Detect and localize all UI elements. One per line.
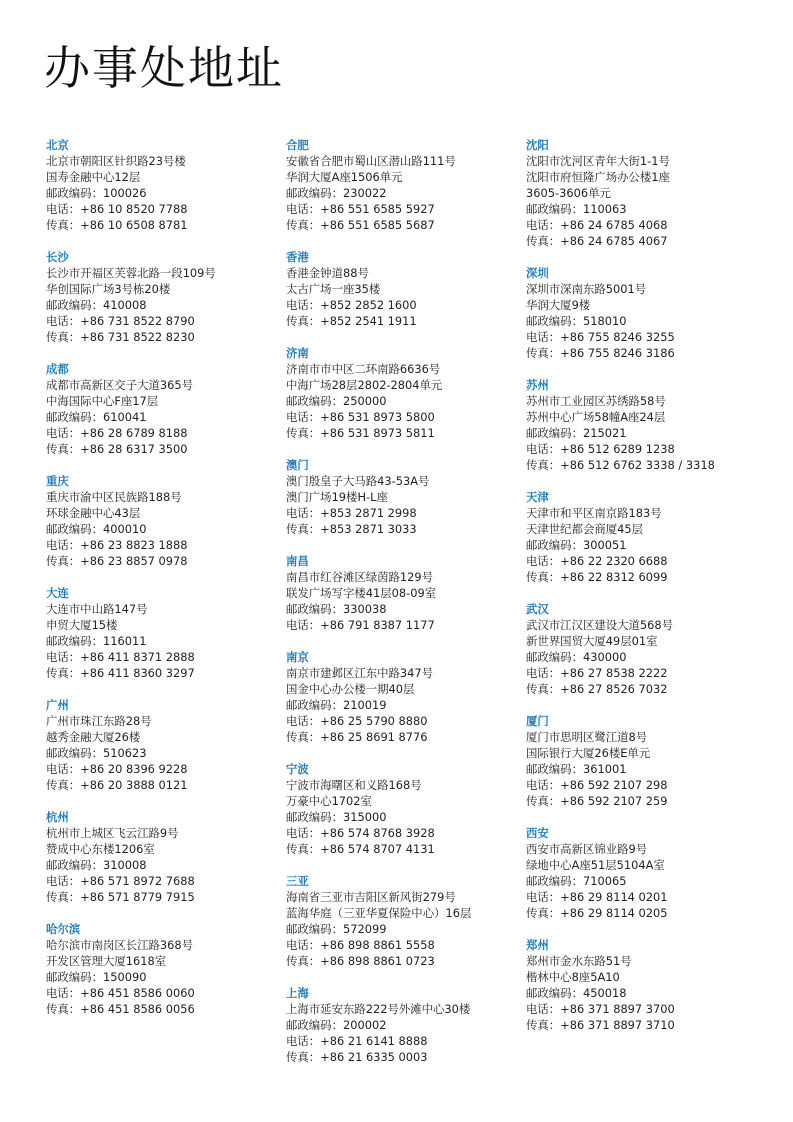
office-block bbox=[526, 825, 761, 921]
office-address-line: 邮政编码：110063 bbox=[526, 202, 627, 216]
office-address-line: 传真：+86 592 2107 259 bbox=[526, 794, 668, 808]
office-address-line: 邮政编码：215021 bbox=[526, 426, 627, 440]
office-block bbox=[46, 921, 281, 1017]
office-address-line: 3605-3606单元 bbox=[526, 186, 611, 200]
office-block bbox=[526, 713, 761, 809]
office-address-line: 电话：+86 10 8520 7788 bbox=[46, 202, 188, 216]
office-address-line: 华润大厦A座1506单元 bbox=[286, 170, 403, 184]
office-city: 苏州 bbox=[526, 378, 549, 392]
office-address-line: 传真：+86 551 6585 5687 bbox=[286, 218, 435, 232]
page-title: 办事处地址 bbox=[44, 41, 284, 95]
office-address-line: 电话：+86 755 8246 3255 bbox=[526, 330, 675, 344]
office-address-line: 传真：+852 2541 1911 bbox=[286, 314, 417, 328]
office-address-line: 电话：+86 574 8768 3928 bbox=[286, 826, 435, 840]
office-address-line: 传真：+86 574 8707 4131 bbox=[286, 842, 435, 856]
office-address-line: 电话：+86 23 8823 1888 bbox=[46, 538, 188, 552]
office-address-line: 邮政编码：310008 bbox=[46, 858, 147, 872]
office-address-line: 蓝海华庭（三亚华夏保险中心）16层 bbox=[286, 906, 472, 920]
office-address-line: 电话：+86 27 8538 2222 bbox=[526, 666, 668, 680]
office-city: 三亚 bbox=[286, 874, 309, 888]
office-address-line: 郑州市金水东路51号 bbox=[526, 954, 632, 968]
office-address-line: 传真：+853 2871 3033 bbox=[286, 522, 417, 536]
office-block bbox=[46, 585, 281, 681]
office-city: 香港 bbox=[286, 250, 309, 264]
office-block bbox=[286, 761, 521, 857]
office-address-line: 电话：+86 25 5790 8880 bbox=[286, 714, 428, 728]
office-address-line: 电话：+86 28 6789 8188 bbox=[46, 426, 188, 440]
office-block bbox=[526, 489, 761, 585]
office-address-line: 苏州中心广场58幢A座24层 bbox=[526, 410, 666, 424]
office-address-line: 澳门广场19楼H-L座 bbox=[286, 490, 388, 504]
office-address-line: 传真：+86 20 3888 0121 bbox=[46, 778, 188, 792]
office-address-line: 电话：+86 29 8114 0201 bbox=[526, 890, 668, 904]
office-address-line: 新世界国贸大厦49层01室 bbox=[526, 634, 658, 648]
office-city: 广州 bbox=[46, 698, 69, 712]
office-block bbox=[286, 985, 521, 1065]
office-block bbox=[286, 873, 521, 969]
office-address-line: 电话：+853 2871 2998 bbox=[286, 506, 417, 520]
office-address-line: 厦门市思明区鹭江道8号 bbox=[526, 730, 648, 744]
office-address-line: 电话：+86 592 2107 298 bbox=[526, 778, 668, 792]
office-address-line: 长沙市开福区芙蓉北路一段109号 bbox=[46, 266, 216, 280]
office-address-line: 济南市市中区二环南路6636号 bbox=[286, 362, 441, 376]
office-address-line: 重庆市渝中区民族路188号 bbox=[46, 490, 182, 504]
office-address-line: 电话：+86 451 8586 0060 bbox=[46, 986, 195, 1000]
office-city: 成都 bbox=[46, 362, 69, 376]
office-city: 上海 bbox=[286, 986, 309, 1000]
office-address-line: 电话：+86 531 8973 5800 bbox=[286, 410, 435, 424]
office-address-line: 国寿金融中心12层 bbox=[46, 170, 141, 184]
office-address-line: 传真：+86 21 6335 0003 bbox=[286, 1050, 428, 1064]
office-block bbox=[286, 649, 521, 745]
office-address-line: 华创国际广场3号栋20楼 bbox=[46, 282, 171, 296]
office-city: 济南 bbox=[286, 346, 309, 360]
office-address-line: 邮政编码：300051 bbox=[526, 538, 627, 552]
office-address-line: 邮政编码：430000 bbox=[526, 650, 627, 664]
office-address-line: 邮政编码：450018 bbox=[526, 986, 627, 1000]
office-city: 合肥 bbox=[286, 138, 309, 152]
office-address-line: 武汉市江汉区建设大道568号 bbox=[526, 618, 674, 632]
office-address-line: 传真：+86 27 8526 7032 bbox=[526, 682, 668, 696]
office-block bbox=[286, 457, 521, 537]
office-address-line: 哈尔滨市南岗区长江路368号 bbox=[46, 938, 194, 952]
office-city: 大连 bbox=[46, 586, 69, 600]
office-address-line: 邮政编码：361001 bbox=[526, 762, 627, 776]
office-block bbox=[286, 137, 521, 233]
office-address-line: 申贸大厦15楼 bbox=[46, 618, 118, 632]
office-address-line: 安徽省合肥市蜀山区潜山路111号 bbox=[286, 154, 456, 168]
office-block bbox=[286, 249, 521, 329]
office-address-line: 邮政编码：518010 bbox=[526, 314, 627, 328]
office-city: 厦门 bbox=[526, 714, 549, 728]
office-address-line: 邮政编码：250000 bbox=[286, 394, 387, 408]
office-address-line: 邮政编码：200002 bbox=[286, 1018, 387, 1032]
office-address-line: 电话：+86 731 8522 8790 bbox=[46, 314, 195, 328]
office-address-line: 邮政编码：400010 bbox=[46, 522, 147, 536]
office-address-line: 万豪中心1702室 bbox=[286, 794, 372, 808]
office-address-line: 电话：+86 21 6141 8888 bbox=[286, 1034, 428, 1048]
office-city: 郑州 bbox=[526, 938, 549, 952]
office-address-line: 传真：+86 24 6785 4067 bbox=[526, 234, 668, 248]
office-address-line: 邮政编码：610041 bbox=[46, 410, 147, 424]
office-address-line: 电话：+86 512 6289 1238 bbox=[526, 442, 675, 456]
office-block bbox=[286, 553, 521, 633]
office-address-line: 赞成中心东楼1206室 bbox=[46, 842, 155, 856]
office-address-line: 杭州市上城区飞云江路9号 bbox=[46, 826, 179, 840]
office-address-line: 邮政编码：116011 bbox=[46, 634, 147, 648]
office-address-line: 绿地中心A座51层5104A室 bbox=[526, 858, 665, 872]
office-address-line: 西安市高新区锦业路9号 bbox=[526, 842, 648, 856]
office-address-line: 成都市高新区交子大道365号 bbox=[46, 378, 194, 392]
office-address-line: 邮政编码：410008 bbox=[46, 298, 147, 312]
office-city: 南京 bbox=[286, 650, 309, 664]
office-address-line: 上海市延安东路222号外滩中心30楼 bbox=[286, 1002, 471, 1016]
office-address-line: 电话：+86 24 6785 4068 bbox=[526, 218, 668, 232]
office-address-line: 北京市朝阳区针织路23号楼 bbox=[46, 154, 186, 168]
office-address-line: 传真：+86 731 8522 8230 bbox=[46, 330, 195, 344]
office-city: 重庆 bbox=[46, 474, 69, 488]
office-address-line: 开发区管理大厦1618室 bbox=[46, 954, 167, 968]
office-address-line: 邮政编码：315000 bbox=[286, 810, 387, 824]
office-address-line: 联发广场写字楼41层08-09室 bbox=[286, 586, 437, 600]
office-address-line: 环球金融中心43层 bbox=[46, 506, 141, 520]
office-city: 南昌 bbox=[286, 554, 309, 568]
office-block bbox=[526, 377, 761, 473]
office-city: 澳门 bbox=[286, 458, 309, 472]
office-city: 杭州 bbox=[46, 810, 69, 824]
office-address-line: 电话：+852 2852 1600 bbox=[286, 298, 417, 312]
office-address-line: 邮政编码：150090 bbox=[46, 970, 147, 984]
office-address-line: 大连市中山路147号 bbox=[46, 602, 148, 616]
office-address-line: 邮政编码：710065 bbox=[526, 874, 627, 888]
office-address-line: 国金中心办公楼一期40层 bbox=[286, 682, 415, 696]
office-city: 长沙 bbox=[46, 250, 69, 264]
office-block bbox=[46, 697, 281, 793]
office-block bbox=[46, 249, 281, 345]
office-address-line: 传真：+86 512 6762 3338 / 3318 bbox=[526, 458, 715, 472]
office-city: 哈尔滨 bbox=[46, 922, 81, 936]
office-city: 深圳 bbox=[526, 266, 549, 280]
office-address-line: 宁波市海曙区和义路168号 bbox=[286, 778, 422, 792]
office-block bbox=[46, 809, 281, 905]
office-block bbox=[46, 137, 281, 233]
office-block bbox=[526, 937, 761, 1033]
office-address-line: 传真：+86 755 8246 3186 bbox=[526, 346, 675, 360]
office-address-line: 电话：+86 20 8396 9228 bbox=[46, 762, 188, 776]
office-block bbox=[46, 473, 281, 569]
office-address-line: 传真：+86 25 8691 8776 bbox=[286, 730, 428, 744]
office-address-line: 沈阳市府恒隆广场办公楼1座 bbox=[526, 170, 670, 184]
office-address-line: 传真：+86 371 8897 3710 bbox=[526, 1018, 675, 1032]
office-address-line: 南京市建邺区江东中路347号 bbox=[286, 666, 434, 680]
office-address-line: 国际银行大厦26楼E单元 bbox=[526, 746, 651, 760]
office-address-line: 太古广场一座35楼 bbox=[286, 282, 381, 296]
office-address-line: 楷林中心8座5A10 bbox=[526, 970, 620, 984]
office-address-line: 邮政编码：330038 bbox=[286, 602, 387, 616]
office-address-line: 电话：+86 22 2320 6688 bbox=[526, 554, 668, 568]
office-block bbox=[286, 345, 521, 441]
office-address-line: 电话：+86 791 8387 1177 bbox=[286, 618, 435, 632]
office-block bbox=[526, 601, 761, 697]
office-address-line: 邮政编码：210019 bbox=[286, 698, 387, 712]
office-address-line: 香港金钟道88号 bbox=[286, 266, 369, 280]
office-address-line: 中海国际中心F座17层 bbox=[46, 394, 159, 408]
office-address-line: 传真：+86 28 6317 3500 bbox=[46, 442, 188, 456]
office-address-line: 中海广场28层2802-2804单元 bbox=[286, 378, 443, 392]
office-block bbox=[526, 137, 761, 249]
office-city: 西安 bbox=[526, 826, 549, 840]
office-address-line: 南昌市红谷滩区绿茵路129号 bbox=[286, 570, 434, 584]
office-address-line: 传真：+86 451 8586 0056 bbox=[46, 1002, 195, 1016]
office-address-line: 海南省三亚市吉阳区新风街279号 bbox=[286, 890, 456, 904]
office-city: 天津 bbox=[526, 490, 549, 504]
office-block bbox=[526, 265, 761, 361]
office-address-line: 广州市珠江东路28号 bbox=[46, 714, 152, 728]
office-address-line: 电话：+86 571 8972 7688 bbox=[46, 874, 195, 888]
office-address-line: 传真：+86 411 8360 3297 bbox=[46, 666, 195, 680]
office-address-line: 传真：+86 10 6508 8781 bbox=[46, 218, 188, 232]
office-address-line: 电话：+86 411 8371 2888 bbox=[46, 650, 195, 664]
office-address-line: 传真：+86 22 8312 6099 bbox=[526, 570, 668, 584]
office-block bbox=[46, 361, 281, 457]
office-address-line: 越秀金融大厦26楼 bbox=[46, 730, 141, 744]
office-address-line: 天津世纪都会商厦45层 bbox=[526, 522, 644, 536]
office-address-line: 传真：+86 531 8973 5811 bbox=[286, 426, 435, 440]
office-city: 宁波 bbox=[286, 762, 309, 776]
office-city: 武汉 bbox=[526, 602, 549, 616]
office-address-line: 华润大厦9楼 bbox=[526, 298, 591, 312]
office-address-line: 深圳市深南东路5001号 bbox=[526, 282, 647, 296]
office-address-line: 传真：+86 898 8861 0723 bbox=[286, 954, 435, 968]
office-address-line: 澳门殷皇子大马路43-53A号 bbox=[286, 474, 430, 488]
office-address-line: 传真：+86 29 8114 0205 bbox=[526, 906, 668, 920]
office-city: 北京 bbox=[46, 138, 69, 152]
office-address-line: 邮政编码：230022 bbox=[286, 186, 387, 200]
office-column-1 bbox=[46, 137, 281, 1033]
office-column-2 bbox=[286, 137, 521, 1081]
office-address-line: 电话：+86 371 8897 3700 bbox=[526, 1002, 675, 1016]
office-address-line: 天津市和平区南京路183号 bbox=[526, 506, 662, 520]
office-address-line: 邮政编码：510623 bbox=[46, 746, 147, 760]
office-address-line: 电话：+86 551 6585 5927 bbox=[286, 202, 435, 216]
office-address-line: 邮政编码：100026 bbox=[46, 186, 147, 200]
office-column-3 bbox=[526, 137, 761, 1049]
office-city: 沈阳 bbox=[526, 138, 549, 152]
office-address-line: 苏州市工业园区苏绣路58号 bbox=[526, 394, 666, 408]
office-address-line: 邮政编码：572099 bbox=[286, 922, 387, 936]
office-address-line: 传真：+86 23 8857 0978 bbox=[46, 554, 188, 568]
office-address-line: 传真：+86 571 8779 7915 bbox=[46, 890, 195, 904]
office-address-line: 电话：+86 898 8861 5558 bbox=[286, 938, 435, 952]
office-address-line: 沈阳市沈河区青年大街1-1号 bbox=[526, 154, 670, 168]
